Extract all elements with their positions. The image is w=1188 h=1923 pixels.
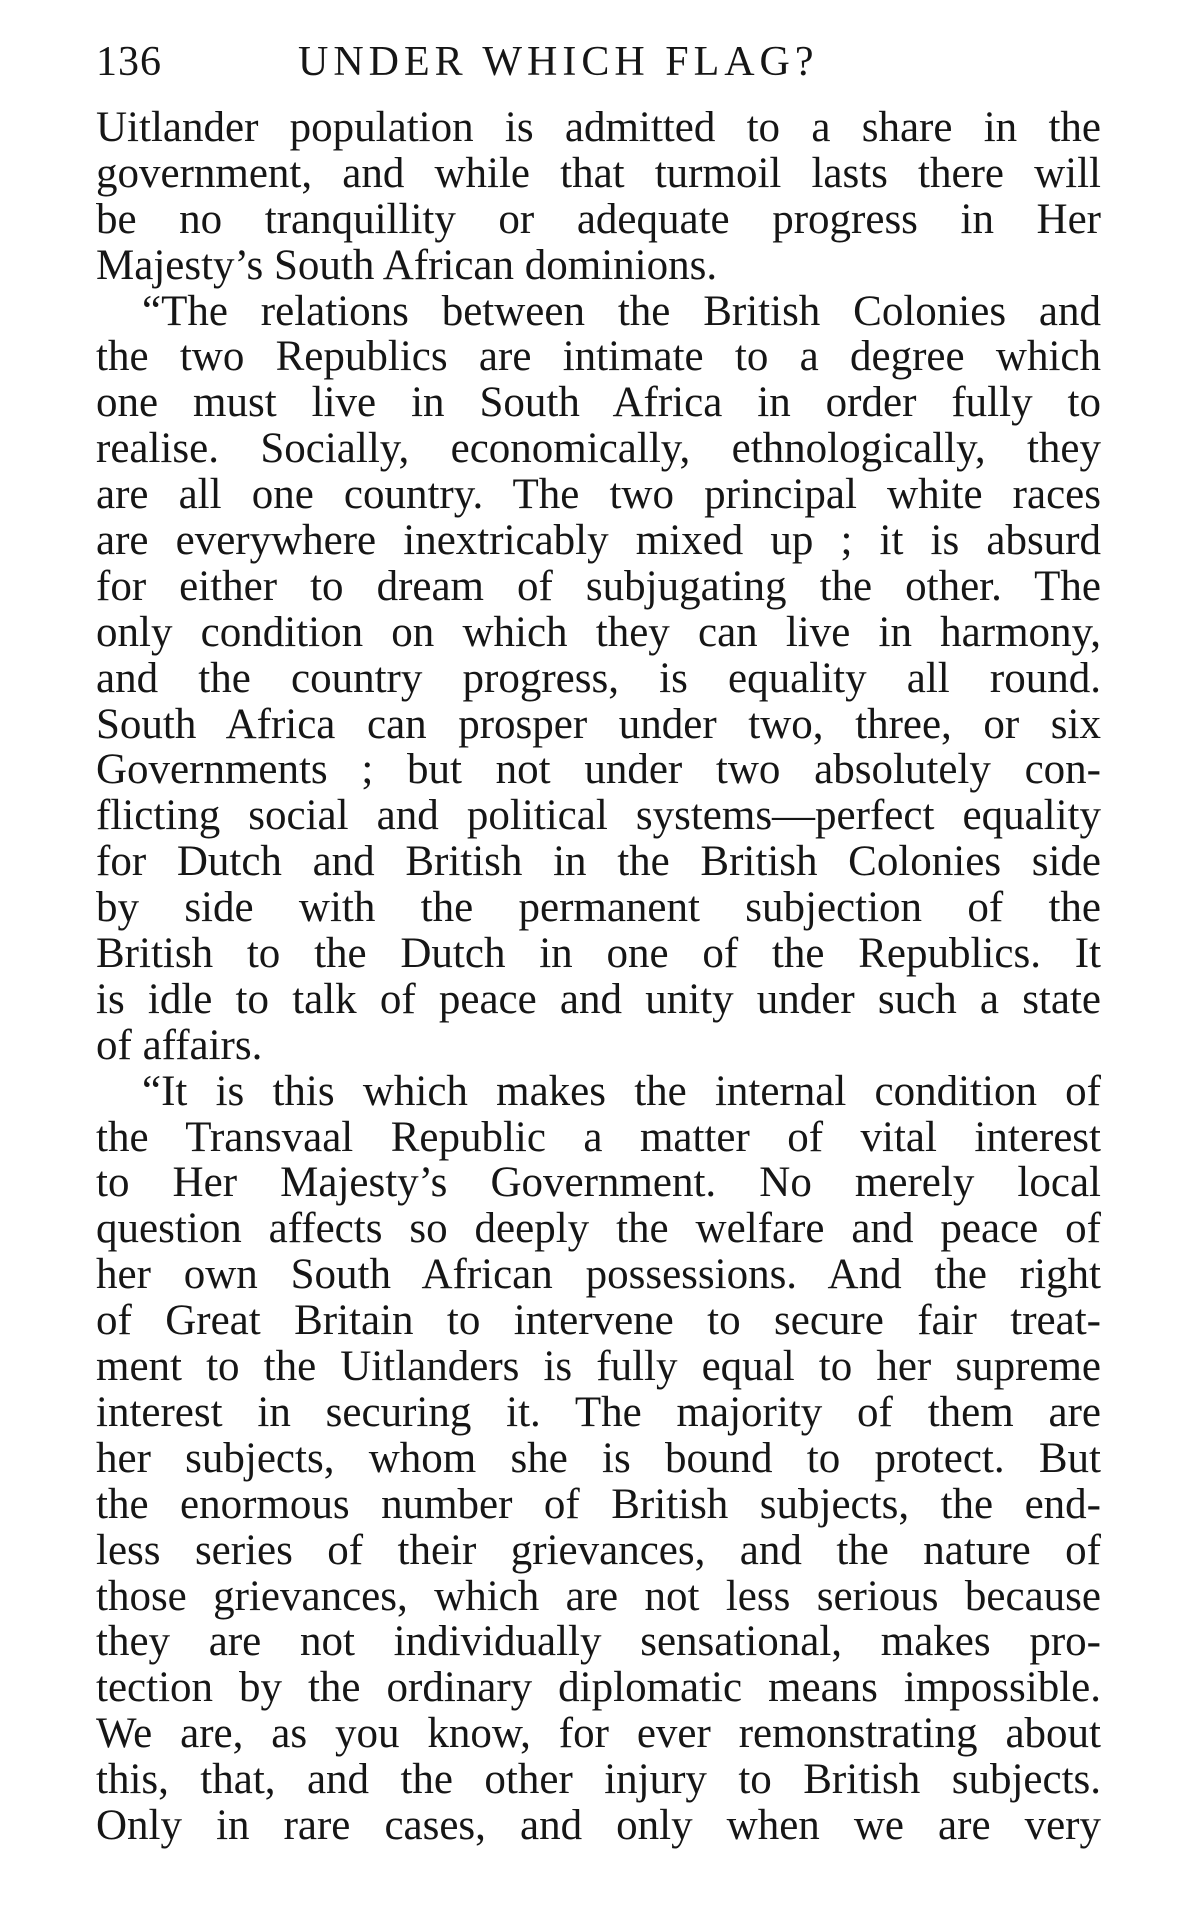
text-line: South Africa can prosper under two, three, or six (96, 700, 1101, 748)
text-line: are everywhere inextricably mixed up ; it is absurd (96, 517, 1101, 565)
text-line: question affects so deeply the welfare and peace of (96, 1205, 1101, 1253)
text-line: are all one country. The two principal white races (96, 471, 1101, 519)
text-line: We are, as you know, for ever remonstrating about (96, 1710, 1101, 1758)
text-line: the Transvaal Republic a matter of vital interest (96, 1113, 1101, 1161)
text-line: her subjects, whom she is bound to protect. But (96, 1434, 1101, 1482)
text-line: is idle to talk of peace and unity under such a state (96, 975, 1101, 1023)
text-line: by side with the permanent subjection of the (96, 884, 1101, 932)
text-line: government, and while that turmoil lasts there will (96, 149, 1101, 197)
text-line: they are not individually sensational, makes pro- (96, 1618, 1101, 1666)
text-line: flicting social and political systems—perfect equality (96, 792, 1101, 840)
text-line: to Her Majesty’s Government. No merely local (96, 1159, 1101, 1207)
text-line: tection by the ordinary diplomatic means impossible. (96, 1664, 1101, 1712)
text-line: Only in rare cases, and only when we are very (96, 1801, 1101, 1849)
running-title: UNDER WHICH FLAG? (298, 39, 819, 85)
text-line: and the country progress, is equality all round. (96, 654, 1101, 702)
text-line: only condition on which they can live in harmony, (96, 608, 1101, 656)
text-line: ment to the Uitlanders is fully equal to her supreme (96, 1343, 1101, 1391)
text-line: the enormous number of British subjects, the end- (96, 1480, 1101, 1528)
text-line: for either to dream of subjugating the other. The (96, 562, 1101, 610)
text-line: one must live in South Africa in order fully to (96, 379, 1101, 427)
text-line: Majesty’s South African dominions. (96, 241, 718, 289)
text-line: realise. Socially, economically, ethnologically, they (96, 425, 1101, 473)
text-line: of affairs. (96, 1021, 263, 1069)
text-line: “It is this which makes the internal condition of (142, 1067, 1101, 1115)
text-line: Governments ; but not under two absolutely con- (96, 746, 1101, 794)
text-line: less series of their grievances, and the nature of (96, 1526, 1101, 1574)
page-number: 136 (96, 39, 162, 85)
text-line: “The relations between the British Colonies and (142, 287, 1101, 335)
text-line: of Great Britain to intervene to secure fair treat- (96, 1297, 1101, 1345)
text-line: Uitlander population is admitted to a share in the (96, 104, 1101, 151)
text-line: those grievances, which are not less serious because (96, 1572, 1101, 1620)
running-head (96, 32, 1096, 92)
text-line: be no tranquillity or adequate progress in Her (96, 195, 1101, 243)
text-line: British to the Dutch in one of the Republics. It (96, 930, 1101, 978)
body-text (96, 105, 1101, 1849)
text-line: this, that, and the other injury to British subjects. (96, 1756, 1101, 1804)
text-line: interest in securing it. The majority of them are (96, 1388, 1101, 1436)
text-line: the two Republics are intimate to a degree which (96, 333, 1101, 381)
text-line: her own South African possessions. And the right (96, 1251, 1101, 1299)
text-line: for Dutch and British in the British Colonies side (96, 838, 1101, 886)
